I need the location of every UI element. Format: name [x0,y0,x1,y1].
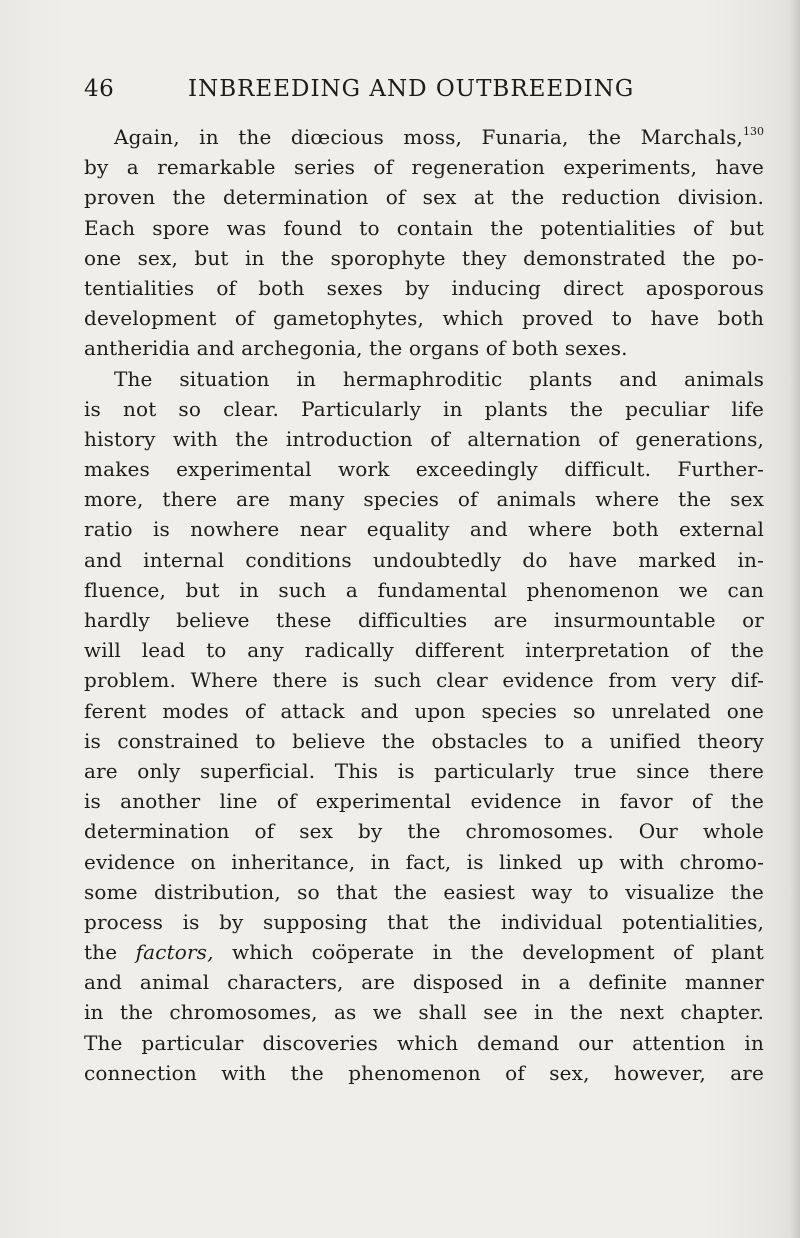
text-line: connection with the phenomenon of sex, however, are [84,1060,764,1085]
text-line: history with the introduction of alternation of generations, [84,426,764,451]
running-header [84,76,714,112]
footnote-reference: 130 [743,125,764,138]
text-line: fluence, but in such a fundamental phenomenon we can [84,577,764,602]
text-line: The situation in hermaphroditic plants and animals [114,366,764,391]
page-edge-shadow [790,0,800,1238]
italic-term: factors, [135,940,214,965]
text-line: The particular discoveries which demand our attention in [84,1030,764,1055]
text-line: is another line of experimental evidence in favor of the [84,789,764,814]
text-line: will lead to any radically different interpretation of the [84,638,764,663]
text-line: hardly believe these difficulties are insurmountable or [84,608,764,632]
text-line: proven the determination of sex at the reduction division. [84,185,764,210]
text-line: more, there are many species of animals where the sex [84,487,764,512]
text-line: tentialities of both sexes by inducing direct aposporous [84,275,764,300]
text-line: ratio is nowhere near equality and where both external [84,517,764,542]
page-number: 46 [84,76,115,102]
running-title: INBREEDING AND OUTBREEDING [188,76,635,102]
text-line: problem. Where there is such clear evidence from very dif- [84,668,764,693]
text-line: Again, in the diœcious moss, Funaria, the Marchals,$^{130}$ [114,125,764,149]
text-line: development of gametophytes, which proved to have both [84,306,764,331]
text-line: evidence on inheritance, in fact, is linked up with chromo- [84,849,764,874]
body-text [84,122,764,1088]
text-line: is constrained to believe the obstacles to a unified theory [84,728,764,753]
text-line: are only superficial. This is particularly true since there [84,758,764,783]
text-line: in the chromosomes, as we shall see in the next chapter. [84,1000,764,1025]
text-line: and internal conditions undoubtedly do have marked in- [84,547,764,572]
text-line: Each spore was found to contain the potentialities of but [84,215,764,240]
text-line: process is by supposing that the individual potentialities, [84,909,764,934]
text-line: ferent modes of attack and upon species so unrelated one [84,698,764,723]
text-line: makes experimental work exceedingly difficult. Further- [84,457,764,482]
text-line: some distribution, so that the easiest way to visualize the [84,879,764,904]
text-line: determination of sex by the chromosomes. Our whole [84,819,764,844]
text-line: by a remarkable series of regeneration experiments, have [84,155,764,180]
text-line: the factors, which coöperate in the development of plant [84,940,764,965]
text-line: is not so clear. Particularly in plants the peculiar life [84,396,764,421]
text-line: and animal characters, are disposed in a definite manner [84,970,764,995]
text-line: one sex, but in the sporophyte they demonstrated the po- [84,245,764,270]
text-line: antheridia and archegonia, the organs of both sexes. [84,336,628,361]
